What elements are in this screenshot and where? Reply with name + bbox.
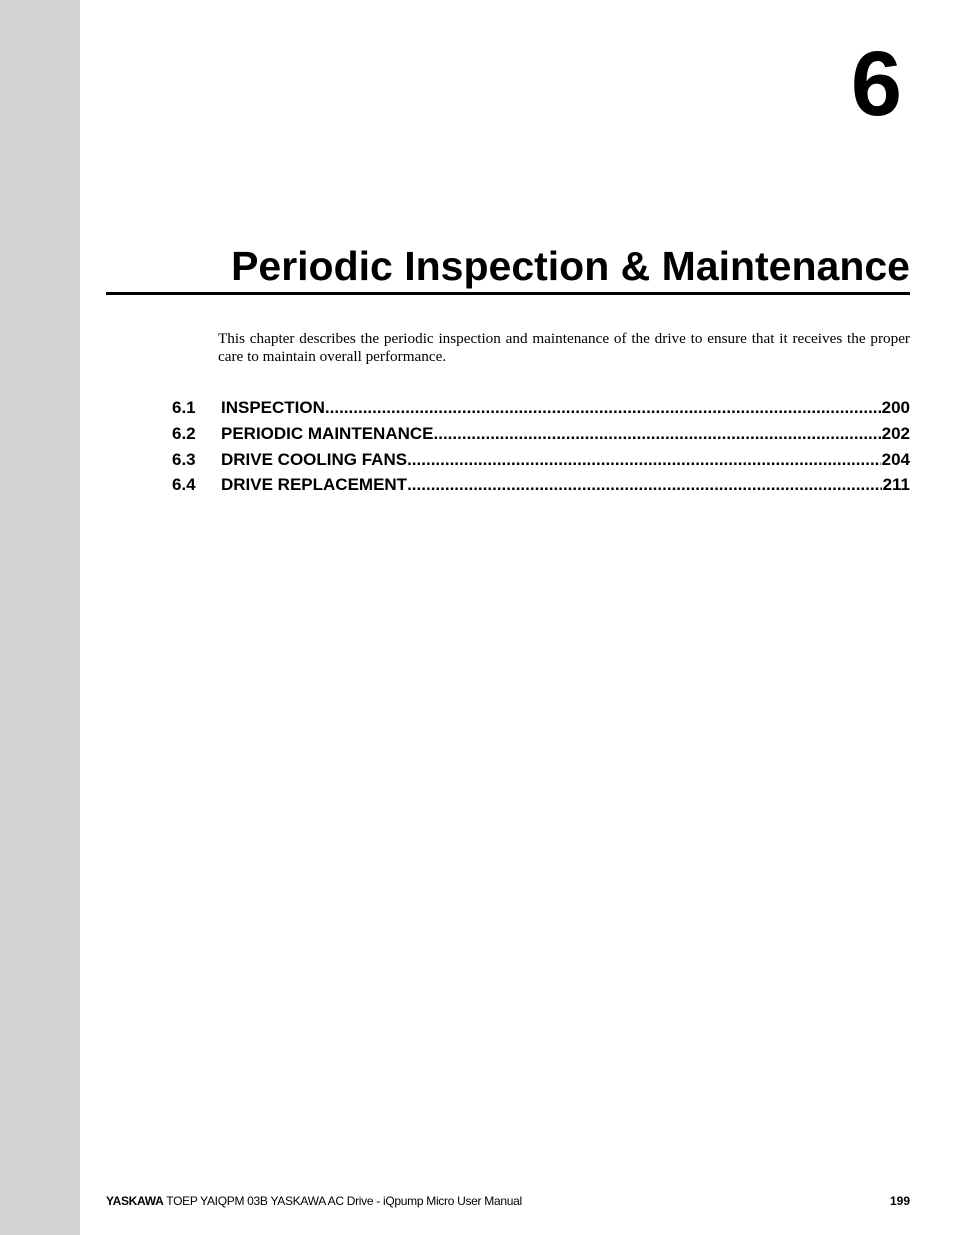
chapter-title: Periodic Inspection & Maintenance: [231, 243, 910, 289]
page-footer: [106, 1194, 910, 1208]
toc-entry-label: INSPECTION: [221, 398, 325, 417]
toc-entry-periodic-maintenance[interactable]: [172, 424, 910, 450]
title-rule: [106, 292, 910, 295]
toc-dot-leader: [434, 424, 881, 444]
sidebar-band: [0, 0, 80, 1235]
chapter-number: 6: [850, 33, 902, 135]
toc-entry-page: 211: [882, 475, 910, 495]
table-of-contents: [172, 398, 910, 501]
toc-entry-inspection[interactable]: [172, 398, 910, 424]
footer-page-number: 199: [889, 1194, 910, 1208]
toc-entry-label: PERIODIC MAINTENANCE: [221, 423, 434, 443]
toc-entry-number: 6.2: [172, 423, 196, 443]
toc-entry-number: 6.1: [172, 398, 196, 417]
toc-entry-page: 204: [881, 449, 910, 469]
footer-manual-title: [106, 1194, 522, 1208]
toc-entry-drive-replacement[interactable]: [172, 475, 910, 501]
toc-dot-leader: [325, 398, 881, 418]
toc-entry-page: 202: [881, 423, 910, 443]
footer-text: TOEP YAIQPM 03B YASKAWA AC Drive - iQpump Micro User Manual: [163, 1194, 522, 1208]
toc-entry-label: DRIVE REPLACEMENT: [221, 475, 408, 495]
toc-entry-label: DRIVE COOLING FANS: [221, 449, 408, 469]
toc-dot-leader: [407, 450, 881, 470]
toc-entry-number: 6.3: [172, 449, 196, 469]
toc-entry-drive-cooling-fans[interactable]: [172, 450, 910, 476]
toc-entry-number: 6.4: [172, 475, 196, 495]
toc-dot-leader: [407, 475, 881, 495]
footer-brand: YASKAWA: [106, 1194, 164, 1208]
chapter-intro: This chapter describes the periodic inspection and maintenance of the drive to ensure that it receives the proper care to maintain overall performance.: [218, 330, 910, 365]
toc-entry-page: 200: [881, 398, 910, 417]
